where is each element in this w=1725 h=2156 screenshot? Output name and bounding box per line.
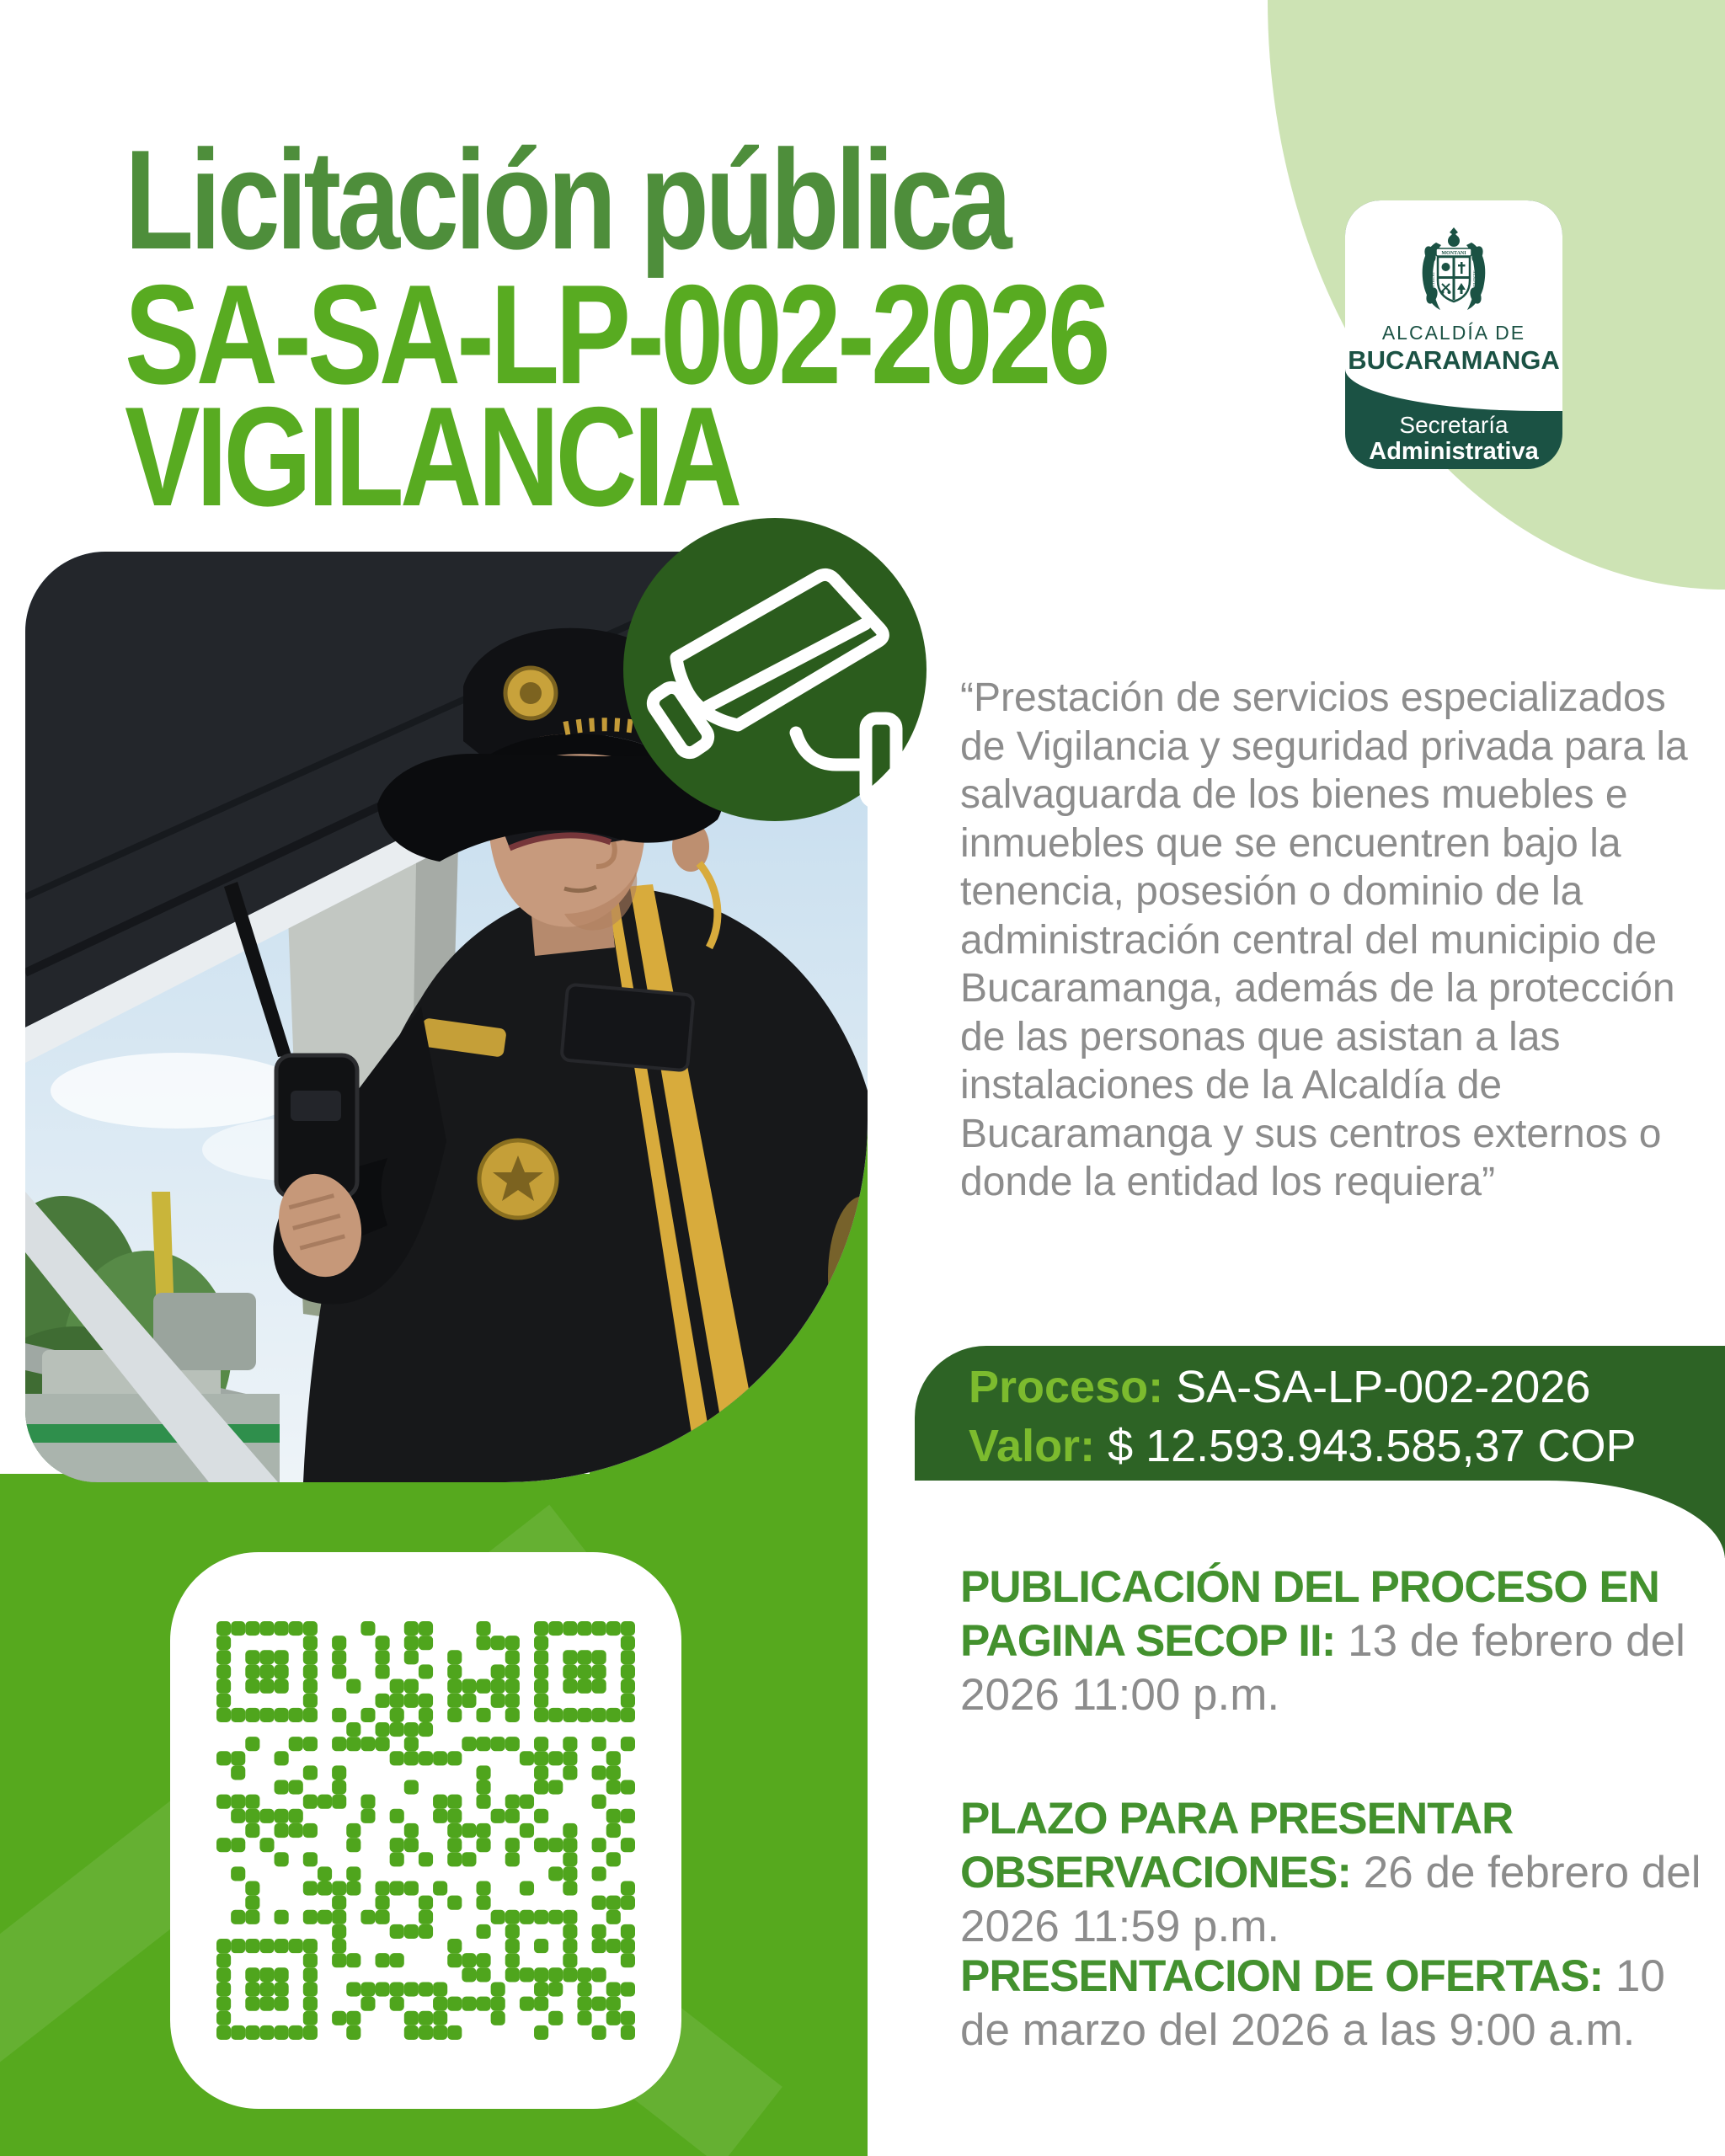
crest-motto-top: MONTANI [1441, 251, 1466, 256]
value-amount: $ 12.593.943.585,37 COP [1108, 1421, 1637, 1471]
logo-org-line2: BUCARAMANGA [1348, 345, 1560, 375]
qr-card [170, 1552, 681, 2109]
process-value: SA-SA-LP-002-2026 [1176, 1362, 1591, 1412]
process-box-curve-mask [915, 1481, 1725, 1561]
schedule-value: 13 de febrero del 2026 11:00 p.m. [960, 1616, 1685, 1720]
page-title-line1: Licitación pública [125, 120, 1008, 279]
cctv-badge [623, 518, 927, 821]
schedule-item-publication [960, 1561, 1718, 1722]
value-label: Valor: [969, 1421, 1096, 1471]
crest-motto-right: SEMPER [1471, 270, 1477, 289]
logo-card [1345, 200, 1562, 469]
process-label: Proceso: [969, 1362, 1164, 1412]
schedule-label: PLAZO PARA PRESENTAR OBSERVACIONES: [960, 1794, 1514, 1897]
schedule-value: 26 de febrero del 2026 11:59 p.m. [960, 1848, 1701, 1951]
schedule-item-offers [960, 1950, 1718, 2057]
contract-object-quote: “Prestación de servicios especializados de Vigilancia y seguridad privada para la salvaguarda de los bienes muebles e inmuebles que se encuentren bajo la tenencia, posesión o dominio de la administración central del municipio de Bucaramanga, además de la protección de las personas que asistan a las instalaciones de la Alcaldía de Bucaramanga y sus centros externos o donde la entidad los requiera” [960, 675, 1688, 1204]
page-title-line3: VIGILANCIA [125, 377, 739, 536]
schedule-item-observations [960, 1792, 1718, 1954]
qr-code [216, 1621, 635, 2040]
bucaramanga-coat-of-arms-icon [1412, 224, 1496, 318]
schedule-value: 10 de marzo del 2026 a las 9:00 a.m. [960, 1951, 1665, 2055]
schedule-label: PUBLICACIÓN DEL PROCESO EN PAGINA SECOP II: [960, 1562, 1659, 1666]
process-row [969, 1359, 1590, 1415]
logo-org-line1: ALCALDÍA DE [1381, 322, 1526, 344]
logo-dept-line2: Administrativa [1369, 438, 1539, 465]
crest-motto-left: LIBERI [1431, 272, 1436, 287]
schedule-label: PRESENTACION DE OFERTAS: [960, 1951, 1604, 2001]
logo-dept-line1: Secretaría [1399, 412, 1509, 438]
page-title-line2: SA-SA-LP-002-2026 [125, 255, 1107, 414]
value-row [969, 1418, 1637, 1474]
cctv-camera-icon [623, 518, 927, 821]
